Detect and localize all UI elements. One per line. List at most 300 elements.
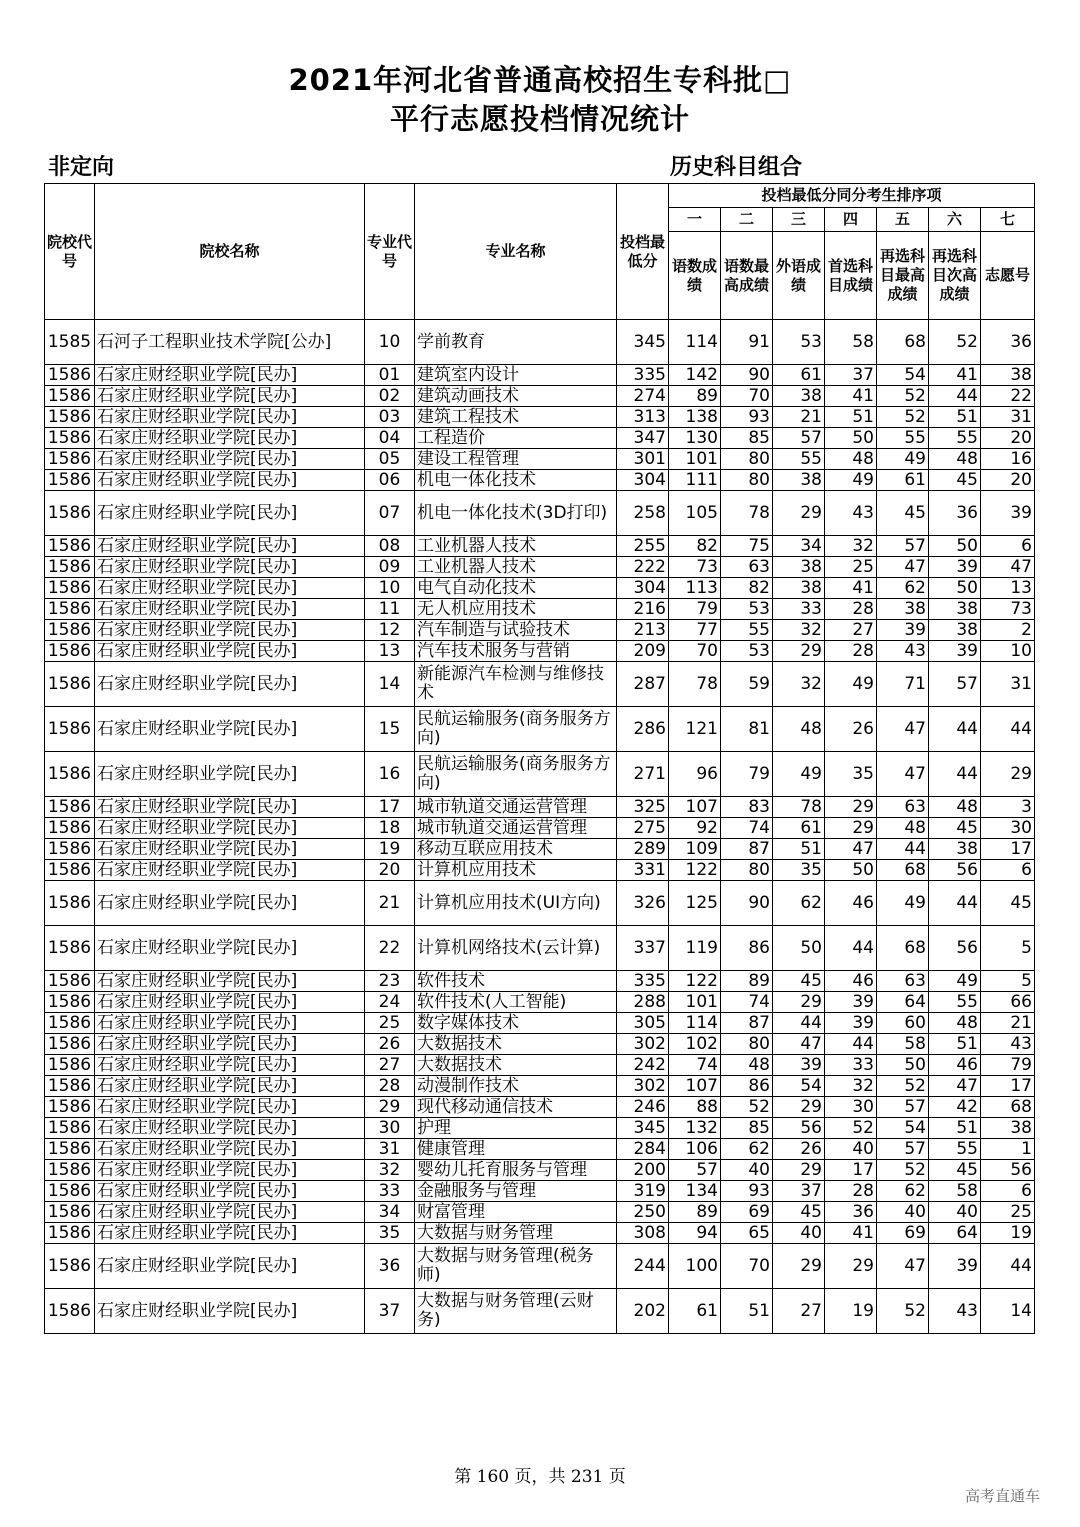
table-cell: 200 (617, 1160, 669, 1181)
table-cell: 55 (929, 992, 981, 1013)
table-cell: 46 (825, 971, 877, 992)
table-cell: 大数据与财务管理 (415, 1223, 617, 1244)
table-cell: 61 (877, 470, 929, 491)
table-cell: 31 (365, 1139, 415, 1160)
table-cell: 石家庄财经职业学院[民办] (95, 662, 365, 707)
table-cell: 52 (877, 407, 929, 428)
table-cell: 57 (877, 1139, 929, 1160)
table-cell: 石家庄财经职业学院[民办] (95, 1118, 365, 1139)
table-cell: 121 (669, 707, 721, 752)
table-cell: 石家庄财经职业学院[民办] (95, 707, 365, 752)
table-cell: 107 (669, 797, 721, 818)
table-cell: 1586 (45, 797, 95, 818)
header-rank: 一 (669, 208, 721, 232)
table-cell: 6 (981, 536, 1035, 557)
table-row (45, 662, 1035, 707)
table-row (45, 1223, 1035, 1244)
table-cell: 52 (721, 1097, 773, 1118)
table-cell: 58 (825, 320, 877, 365)
table-cell: 44 (981, 707, 1035, 752)
table-cell: 130 (669, 428, 721, 449)
table-cell: 39 (773, 1055, 825, 1076)
table-cell: 45 (929, 470, 981, 491)
table-row (45, 578, 1035, 599)
table-cell: 石家庄财经职业学院[民办] (95, 1097, 365, 1118)
table-cell: 13 (981, 578, 1035, 599)
table-cell: 1586 (45, 491, 95, 536)
table-cell: 1586 (45, 752, 95, 797)
table-cell: 39 (929, 1244, 981, 1289)
table-cell: 48 (929, 449, 981, 470)
table-cell: 机电一体化技术(3D打印) (415, 491, 617, 536)
table-cell: 242 (617, 1055, 669, 1076)
table-cell: 21 (981, 1013, 1035, 1034)
table-cell: 石家庄财经职业学院[民办] (95, 1013, 365, 1034)
table-cell: 1586 (45, 1181, 95, 1202)
table-cell: 246 (617, 1097, 669, 1118)
header-subcol: 志愿号 (981, 232, 1035, 320)
table-cell: 244 (617, 1244, 669, 1289)
table-cell: 石家庄财经职业学院[民办] (95, 1244, 365, 1289)
table-cell: 319 (617, 1181, 669, 1202)
table-cell: 1586 (45, 881, 95, 926)
table-cell: 32 (825, 1076, 877, 1097)
table-cell: 78 (773, 797, 825, 818)
table-row (45, 1244, 1035, 1289)
table-cell: 86 (721, 1076, 773, 1097)
table-cell: 大数据技术 (415, 1034, 617, 1055)
table-cell: 85 (721, 1118, 773, 1139)
table-cell: 6 (981, 1181, 1035, 1202)
table-cell: 58 (929, 1181, 981, 1202)
table-cell: 106 (669, 1139, 721, 1160)
table-cell: 石家庄财经职业学院[民办] (95, 1289, 365, 1334)
table-cell: 302 (617, 1076, 669, 1097)
header-rank: 五 (877, 208, 929, 232)
table-cell: 20 (981, 470, 1035, 491)
table-cell: 47 (877, 1244, 929, 1289)
table-cell: 51 (929, 407, 981, 428)
table-cell: 石家庄财经职业学院[民办] (95, 428, 365, 449)
table-cell: 304 (617, 470, 669, 491)
table-cell: 44 (773, 1013, 825, 1034)
table-cell: 16 (981, 449, 1035, 470)
table-cell: 新能源汽车检测与维修技术 (415, 662, 617, 707)
table-cell: 216 (617, 599, 669, 620)
table-cell: 28 (825, 599, 877, 620)
header-subcol: 首选科目成绩 (825, 232, 877, 320)
table-cell: 动漫制作技术 (415, 1076, 617, 1097)
table-cell: 24 (365, 992, 415, 1013)
table-cell: 80 (721, 860, 773, 881)
table-cell: 1586 (45, 365, 95, 386)
table-cell: 45 (773, 1202, 825, 1223)
table-cell: 70 (721, 386, 773, 407)
table-cell: 51 (773, 839, 825, 860)
table-cell: 1586 (45, 1244, 95, 1289)
table-cell: 222 (617, 557, 669, 578)
table-cell: 石家庄财经职业学院[民办] (95, 797, 365, 818)
table-cell: 22 (365, 926, 415, 971)
table-cell: 54 (773, 1076, 825, 1097)
table-cell: 40 (825, 1139, 877, 1160)
table-cell: 38 (981, 1118, 1035, 1139)
table-row (45, 1181, 1035, 1202)
table-row (45, 1097, 1035, 1118)
table-cell: 32 (825, 536, 877, 557)
table-cell: 337 (617, 926, 669, 971)
table-cell: 石家庄财经职业学院[民办] (95, 407, 365, 428)
table-cell: 38 (929, 839, 981, 860)
table-cell: 53 (721, 599, 773, 620)
table-cell: 34 (365, 1202, 415, 1223)
table-cell: 33 (825, 1055, 877, 1076)
table-cell: 26 (365, 1034, 415, 1055)
table-cell: 51 (929, 1034, 981, 1055)
table-cell: 18 (365, 818, 415, 839)
table-cell: 07 (365, 491, 415, 536)
table-row (45, 926, 1035, 971)
header-rank: 三 (773, 208, 825, 232)
table-cell: 61 (773, 818, 825, 839)
table-row (45, 1289, 1035, 1334)
table-cell: 财富管理 (415, 1202, 617, 1223)
table-cell: 105 (669, 491, 721, 536)
table-cell: 29 (773, 491, 825, 536)
table-row (45, 470, 1035, 491)
table-cell: 石河子工程职业技术学院[公办] (95, 320, 365, 365)
table-cell: 38 (981, 365, 1035, 386)
table-row (45, 1160, 1035, 1181)
table-cell: 汽车技术服务与营销 (415, 641, 617, 662)
table-cell: 26 (773, 1139, 825, 1160)
table-cell: 114 (669, 1013, 721, 1034)
table-cell: 75 (721, 536, 773, 557)
table-cell: 335 (617, 971, 669, 992)
table-cell: 石家庄财经职业学院[民办] (95, 536, 365, 557)
table-cell: 汽车制造与试验技术 (415, 620, 617, 641)
table-cell: 53 (773, 320, 825, 365)
page-footer: 第 160 页，共 231 页 (454, 1467, 626, 1487)
table-cell: 1586 (45, 1118, 95, 1139)
table-cell: 石家庄财经职业学院[民办] (95, 620, 365, 641)
table-cell: 05 (365, 449, 415, 470)
table-row (45, 1055, 1035, 1076)
table-cell: 89 (669, 386, 721, 407)
table-cell: 5 (981, 971, 1035, 992)
table-cell: 11 (365, 599, 415, 620)
table-cell: 石家庄财经职业学院[民办] (95, 839, 365, 860)
table-row (45, 881, 1035, 926)
table-cell: 82 (669, 536, 721, 557)
table-cell: 1586 (45, 818, 95, 839)
table-cell: 44 (825, 1034, 877, 1055)
table-cell: 45 (929, 1160, 981, 1181)
table-cell: 36 (365, 1244, 415, 1289)
table-row (45, 1118, 1035, 1139)
table-cell: 石家庄财经职业学院[民办] (95, 491, 365, 536)
table-cell: 57 (773, 428, 825, 449)
table-cell: 石家庄财经职业学院[民办] (95, 992, 365, 1013)
table-cell: 数字媒体技术 (415, 1013, 617, 1034)
table-cell: 计算机应用技术(UI方向) (415, 881, 617, 926)
table-row (45, 449, 1035, 470)
table-cell: 48 (825, 449, 877, 470)
table-cell: 电气自动化技术 (415, 578, 617, 599)
table-cell: 74 (721, 818, 773, 839)
table-cell: 1586 (45, 971, 95, 992)
table-cell: 1586 (45, 449, 95, 470)
table-cell: 56 (981, 1160, 1035, 1181)
table-cell: 1586 (45, 1013, 95, 1034)
table-cell: 19 (365, 839, 415, 860)
table-cell: 石家庄财经职业学院[民办] (95, 1160, 365, 1181)
table-cell: 50 (929, 578, 981, 599)
table-cell: 47 (877, 557, 929, 578)
table-cell: 53 (721, 641, 773, 662)
table-cell: 48 (773, 707, 825, 752)
table-cell: 62 (877, 578, 929, 599)
table-cell: 1586 (45, 662, 95, 707)
table-cell: 79 (721, 752, 773, 797)
table-cell: 138 (669, 407, 721, 428)
table-cell: 52 (877, 1160, 929, 1181)
table-cell: 04 (365, 428, 415, 449)
table-cell: 94 (669, 1223, 721, 1244)
table-cell: 21 (365, 881, 415, 926)
table-cell: 软件技术(人工智能) (415, 992, 617, 1013)
table-cell: 38 (773, 578, 825, 599)
table-row (45, 752, 1035, 797)
header-school-code: 院校代号 (45, 184, 95, 320)
table-cell: 55 (877, 428, 929, 449)
table-cell: 建筑室内设计 (415, 365, 617, 386)
page-title-line1: 2021年河北省普通高校招生专科批□ (288, 63, 792, 97)
table-cell: 06 (365, 470, 415, 491)
table-cell: 软件技术 (415, 971, 617, 992)
table-cell: 29 (773, 992, 825, 1013)
table-cell: 1586 (45, 1223, 95, 1244)
table-row (45, 797, 1035, 818)
table-row (45, 707, 1035, 752)
table-cell: 45 (773, 971, 825, 992)
table-cell: 石家庄财经职业学院[民办] (95, 1076, 365, 1097)
table-cell: 55 (773, 449, 825, 470)
table-cell: 19 (981, 1223, 1035, 1244)
table-cell: 29 (981, 752, 1035, 797)
table-cell: 1586 (45, 620, 95, 641)
table-cell: 313 (617, 407, 669, 428)
table-cell: 石家庄财经职业学院[民办] (95, 1139, 365, 1160)
header-rank: 六 (929, 208, 981, 232)
table-cell: 59 (721, 662, 773, 707)
table-cell: 21 (773, 407, 825, 428)
table-cell: 护理 (415, 1118, 617, 1139)
table-cell: 12 (365, 620, 415, 641)
table-cell: 122 (669, 971, 721, 992)
table-cell: 113 (669, 578, 721, 599)
table-cell: 50 (773, 926, 825, 971)
table-cell: 40 (929, 1202, 981, 1223)
table-cell: 41 (825, 1223, 877, 1244)
table-cell: 金融服务与管理 (415, 1181, 617, 1202)
table-cell: 39 (981, 491, 1035, 536)
table-cell: 33 (773, 599, 825, 620)
table-cell: 5 (981, 926, 1035, 971)
table-cell: 石家庄财经职业学院[民办] (95, 641, 365, 662)
table-cell: 19 (825, 1289, 877, 1334)
subtitle-left: 非定向 (48, 155, 115, 180)
table-cell: 1586 (45, 557, 95, 578)
header-min-score: 投档最低分 (617, 184, 669, 320)
table-cell: 婴幼儿托育服务与管理 (415, 1160, 617, 1181)
table-cell: 20 (365, 860, 415, 881)
table-cell: 2 (981, 620, 1035, 641)
watermark: 高考直通车 (965, 1487, 1041, 1505)
table-cell: 6 (981, 860, 1035, 881)
table-cell: 1586 (45, 926, 95, 971)
table-cell: 62 (773, 881, 825, 926)
table-cell: 45 (981, 881, 1035, 926)
table-cell: 274 (617, 386, 669, 407)
table-cell: 26 (825, 707, 877, 752)
table-row (45, 971, 1035, 992)
table-cell: 56 (929, 926, 981, 971)
table-cell: 73 (981, 599, 1035, 620)
table-cell: 工程造价 (415, 428, 617, 449)
table-cell: 82 (721, 578, 773, 599)
table-cell: 民航运输服务(商务服务方向) (415, 707, 617, 752)
table-cell: 60 (877, 1013, 929, 1034)
table-row (45, 599, 1035, 620)
table-cell: 40 (877, 1202, 929, 1223)
table-cell: 学前教育 (415, 320, 617, 365)
table-cell: 119 (669, 926, 721, 971)
table-cell: 51 (721, 1289, 773, 1334)
table-cell: 100 (669, 1244, 721, 1289)
table-cell: 10 (365, 578, 415, 599)
table-row (45, 1076, 1035, 1097)
table-cell: 36 (981, 320, 1035, 365)
table-cell: 17 (825, 1160, 877, 1181)
table-cell: 40 (773, 1223, 825, 1244)
table-cell: 41 (825, 578, 877, 599)
table-cell: 45 (877, 491, 929, 536)
table-cell: 52 (825, 1118, 877, 1139)
table-cell: 132 (669, 1118, 721, 1139)
table-cell: 39 (929, 641, 981, 662)
table-cell: 35 (825, 752, 877, 797)
table-cell: 87 (721, 839, 773, 860)
header-subcol: 外语成绩 (773, 232, 825, 320)
table-cell: 44 (929, 707, 981, 752)
table-row (45, 1202, 1035, 1223)
table-cell: 48 (929, 797, 981, 818)
table-cell: 45 (929, 818, 981, 839)
header-subcol: 语数成绩 (669, 232, 721, 320)
table-cell: 308 (617, 1223, 669, 1244)
table-row (45, 1139, 1035, 1160)
table-cell: 49 (825, 662, 877, 707)
table-cell: 44 (929, 881, 981, 926)
table-cell: 1586 (45, 386, 95, 407)
table-cell: 134 (669, 1181, 721, 1202)
table-cell: 326 (617, 881, 669, 926)
table-cell: 22 (981, 386, 1035, 407)
table-cell: 38 (773, 470, 825, 491)
table-cell: 28 (365, 1076, 415, 1097)
table-cell: 57 (877, 536, 929, 557)
table-cell: 42 (929, 1097, 981, 1118)
table-cell: 287 (617, 662, 669, 707)
table-cell: 38 (773, 386, 825, 407)
table-cell: 29 (825, 818, 877, 839)
table-cell: 石家庄财经职业学院[民办] (95, 599, 365, 620)
table-cell: 石家庄财经职业学院[民办] (95, 1223, 365, 1244)
table-cell: 125 (669, 881, 721, 926)
table-row (45, 860, 1035, 881)
table-row (45, 818, 1035, 839)
table-cell: 1586 (45, 860, 95, 881)
table-cell: 284 (617, 1139, 669, 1160)
table-cell: 1586 (45, 428, 95, 449)
table-cell: 17 (981, 839, 1035, 860)
table-cell: 347 (617, 428, 669, 449)
table-cell: 40 (721, 1160, 773, 1181)
table-cell: 50 (825, 428, 877, 449)
table-cell: 20 (981, 428, 1035, 449)
header-rank: 二 (721, 208, 773, 232)
table-cell: 23 (365, 971, 415, 992)
table-cell: 39 (929, 557, 981, 578)
table-cell: 54 (877, 365, 929, 386)
table-cell: 10 (365, 320, 415, 365)
table-cell: 石家庄财经职业学院[民办] (95, 752, 365, 797)
table-cell: 城市轨道交通运营管理 (415, 818, 617, 839)
table-cell: 62 (877, 1181, 929, 1202)
table-cell: 30 (365, 1118, 415, 1139)
table-cell: 85 (721, 428, 773, 449)
table-cell: 93 (721, 407, 773, 428)
table-cell: 48 (877, 818, 929, 839)
table-cell: 345 (617, 1118, 669, 1139)
table-cell: 101 (669, 992, 721, 1013)
table-cell: 325 (617, 797, 669, 818)
table-cell: 3 (981, 797, 1035, 818)
table-cell: 63 (877, 797, 929, 818)
table-cell: 93 (721, 1181, 773, 1202)
table-row (45, 491, 1035, 536)
table-cell: 1586 (45, 1076, 95, 1097)
table-cell: 52 (877, 1076, 929, 1097)
table-cell: 1586 (45, 1097, 95, 1118)
table-cell: 70 (669, 641, 721, 662)
admission-table (44, 183, 1035, 1334)
table-cell: 57 (929, 662, 981, 707)
table-cell: 1586 (45, 1160, 95, 1181)
table-cell: 286 (617, 707, 669, 752)
table-cell: 50 (877, 1055, 929, 1076)
table-cell: 111 (669, 470, 721, 491)
table-cell: 49 (877, 881, 929, 926)
table-cell: 08 (365, 536, 415, 557)
table-cell: 石家庄财经职业学院[民办] (95, 365, 365, 386)
table-cell: 建筑动画技术 (415, 386, 617, 407)
table-cell: 80 (721, 470, 773, 491)
table-cell: 41 (929, 365, 981, 386)
table-cell: 移动互联应用技术 (415, 839, 617, 860)
table-cell: 301 (617, 449, 669, 470)
